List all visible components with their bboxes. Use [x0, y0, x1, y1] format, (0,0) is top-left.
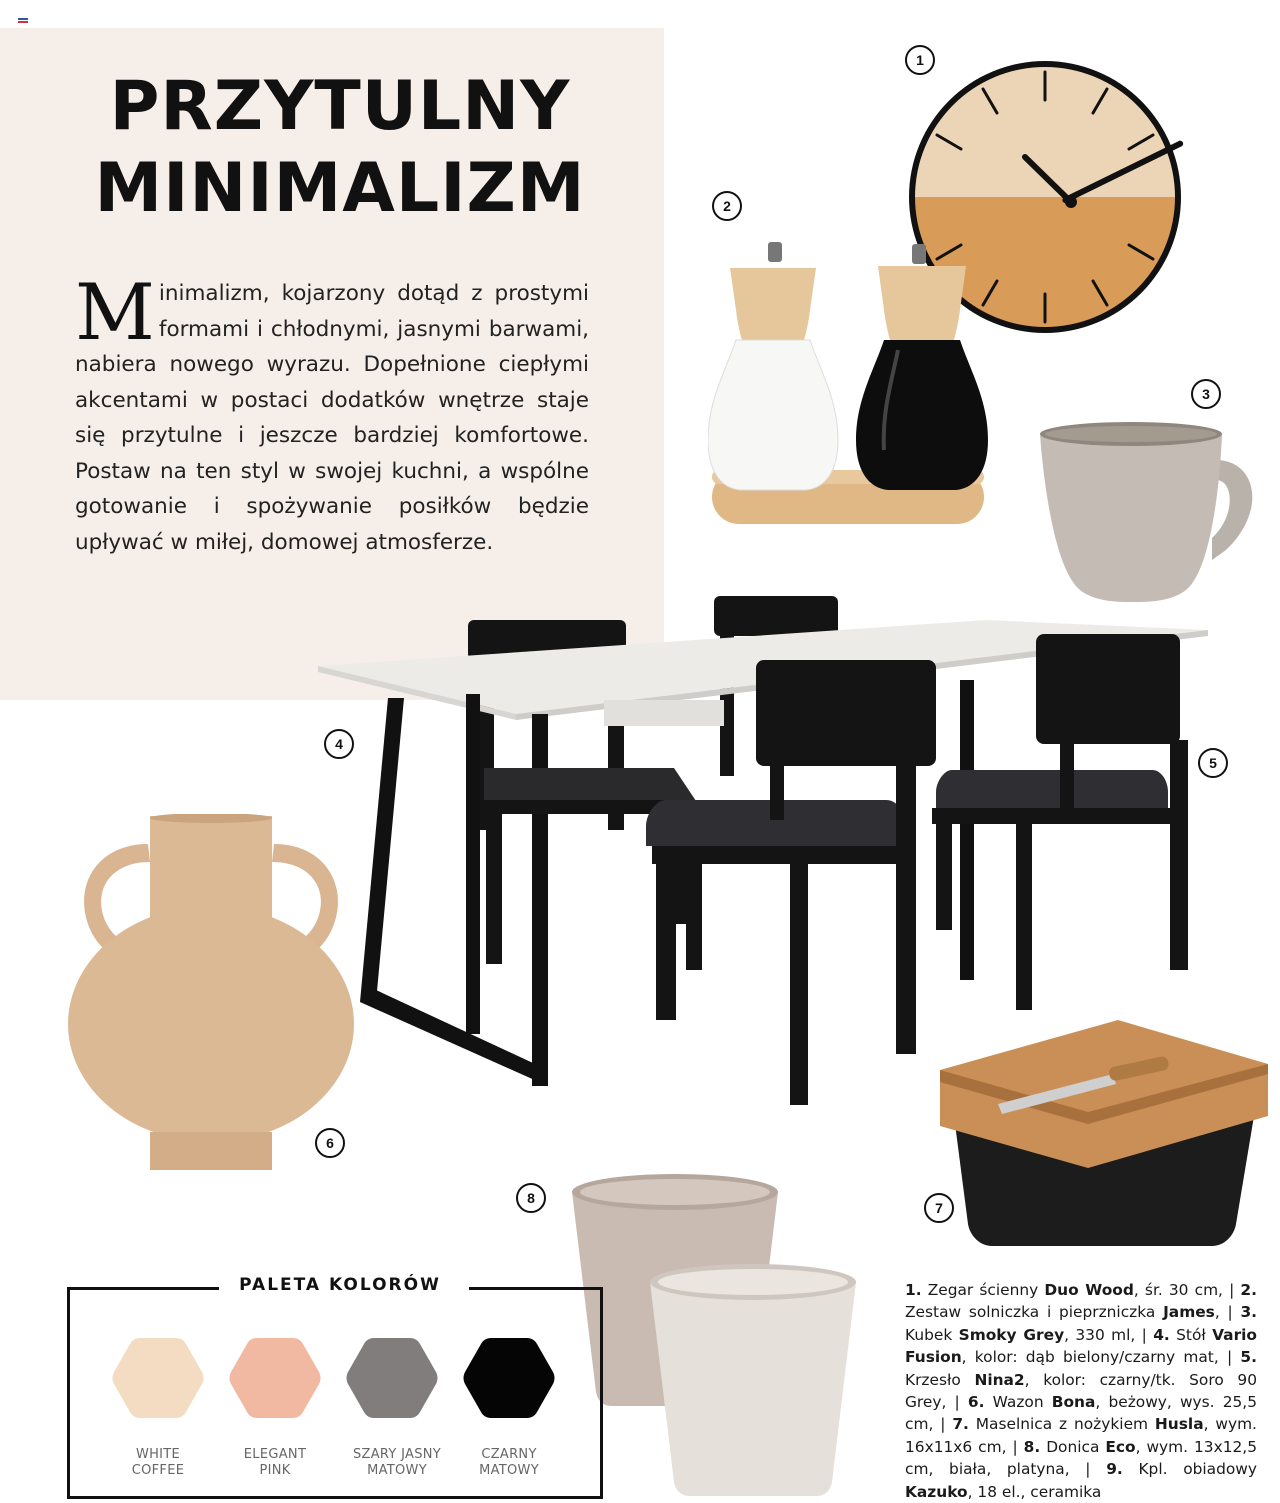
- title-line-1: PRZYTULNY: [109, 67, 571, 146]
- vase-icon: [66, 814, 356, 1174]
- product-item: 9. Kpl. obiadowy Kazuko, 18 el., ceramika: [905, 1460, 1257, 1501]
- planter-pots-icon: [568, 1172, 858, 1502]
- badge-4: 4: [324, 729, 354, 759]
- product-item: 3. Kubek Smoky Grey, 330 ml, |: [905, 1303, 1257, 1344]
- swatch-white-coffee: [110, 1330, 206, 1426]
- corner-mark: [18, 18, 28, 24]
- drop-cap: M: [75, 268, 155, 358]
- badge-3: 3: [1191, 379, 1221, 409]
- badge-1: 1: [905, 45, 935, 75]
- swatch-czarny-matowy: [461, 1330, 557, 1426]
- badge-5: 5: [1198, 748, 1228, 778]
- product-item: 7. Maselnica z nożykiem Husla, wym. 16x11x6 cm, |: [905, 1415, 1257, 1456]
- badge-2: 2: [712, 191, 742, 221]
- product-item: 8. Donica Eco, wym. 13x12,5 cm, biała, platyna, |: [905, 1437, 1257, 1479]
- salt-pepper-grinder-icon: [708, 240, 988, 530]
- intro-paragraph: [75, 268, 589, 560]
- badge-8: 8: [516, 1183, 546, 1213]
- swatch-shape: [347, 1338, 438, 1418]
- swatch-shape: [464, 1338, 555, 1418]
- swatch-shape: [230, 1338, 321, 1418]
- butter-dish-icon: [938, 1016, 1268, 1248]
- badge-7: 7: [924, 1193, 954, 1223]
- product-item: 5. Krzesło Nina2, kolor: czarny/tk. Soro 90 Grey, |: [905, 1348, 1257, 1412]
- title-line-2: MINIMALIZM: [94, 149, 586, 228]
- palette-title: PALETA KOLORÓW: [239, 1275, 441, 1295]
- product-list: [905, 1279, 1257, 1503]
- intro-body: inimalizm, kojarzony dotąd z prostymi formami i chłodnymi, jasnymi barwami, nabiera nowego wyrazu. Dopełnione ciepłymi akcentami w postaci dodatków wnętrze staje się przytulne i jeszcze bardziej komfortowe. Postaw na ten styl w swojej kuchni, a wspólne gotowanie i spożywanie posiłków będzie upływać w miłej, domowej atmosferze.: [75, 281, 589, 555]
- product-item: 6. Wazon Bona, beżowy, wys. 25,5 cm, |: [905, 1393, 1257, 1434]
- swatch-label-czarny-matowy: CZARNY MATOWY: [479, 1447, 539, 1478]
- product-item: 4. Stół Vario Fusion, kolor: dąb bielony/czarny mat, |: [905, 1325, 1258, 1367]
- mug-icon: [1036, 420, 1268, 605]
- swatch-elegant-pink: [227, 1330, 323, 1426]
- page-title: [60, 66, 620, 230]
- swatch-label-szary-jasny: SZARY JASNY MATOWY: [352, 1447, 442, 1478]
- swatch-label-white-coffee: WHITE COFFEE: [131, 1447, 185, 1478]
- swatch-szary-jasny: [344, 1330, 440, 1426]
- product-item: 2. Zestaw solniczka i pieprzniczka James, |: [905, 1281, 1257, 1322]
- product-item: 1. Zegar ścienny Duo Wood, śr. 30 cm, |: [905, 1281, 1235, 1299]
- swatch-shape: [113, 1338, 204, 1418]
- swatch-label-elegant-pink: ELEGANT PINK: [243, 1447, 307, 1478]
- badge-6: 6: [315, 1128, 345, 1158]
